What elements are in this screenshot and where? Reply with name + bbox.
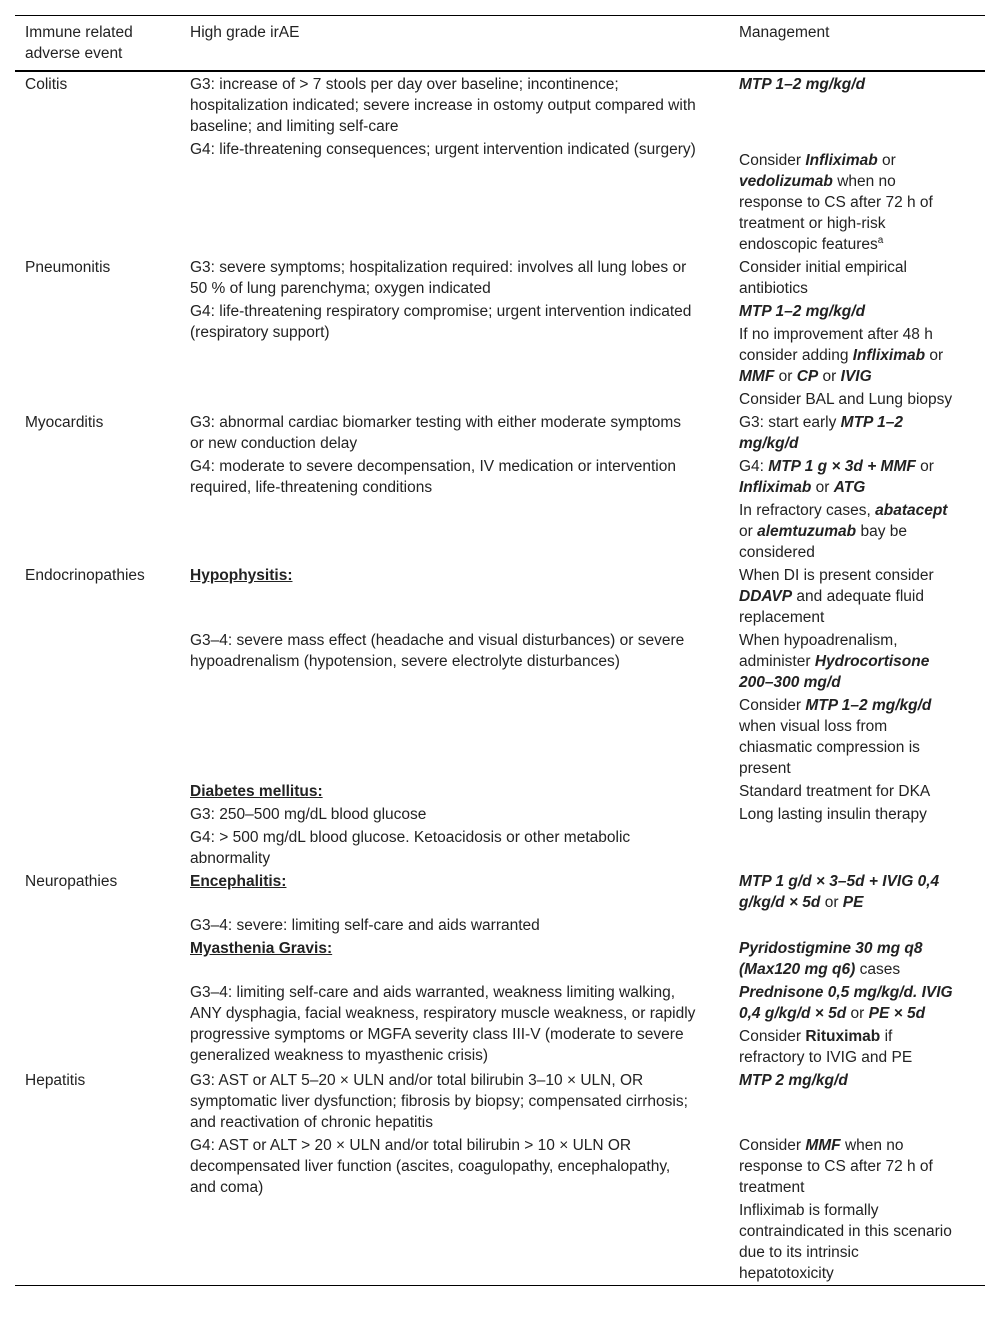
drug-text: MTP 1–2 mg/kg/d xyxy=(739,76,866,93)
cell-management xyxy=(729,981,985,1069)
management-text: Consider xyxy=(739,152,806,169)
management-text: when no response to CS after 72 h of treatment or high-risk endoscopic features xyxy=(739,173,938,253)
management-text: Long lasting insulin therapy xyxy=(739,806,927,823)
cell-management xyxy=(729,1069,985,1134)
table-row xyxy=(15,937,985,981)
management-paragraph xyxy=(739,871,955,913)
cell-adverse-event xyxy=(15,981,180,1069)
drug-text: MTP 1–2 mg/kg/d xyxy=(739,303,866,320)
drug-text: ATG xyxy=(833,479,866,496)
cell-adverse-event: Hepatitis xyxy=(25,1072,86,1089)
cell-management xyxy=(729,914,985,937)
management-text: or xyxy=(818,368,841,385)
table-row xyxy=(15,300,985,411)
drug-text: Hydrocortisone 200–300 mg/d xyxy=(739,653,934,691)
cell-high-grade-irae xyxy=(180,256,729,300)
table-row xyxy=(15,411,985,455)
cell-management xyxy=(729,138,985,256)
cell-adverse-event: Colitis xyxy=(25,76,68,93)
table-row xyxy=(15,826,985,870)
table-row xyxy=(15,803,985,826)
cell-management xyxy=(729,300,985,411)
cell-high-grade-irae xyxy=(180,71,729,138)
cell-high-grade-irae xyxy=(180,138,729,256)
drug-text: CP xyxy=(796,368,819,385)
cell-adverse-event xyxy=(15,1134,180,1286)
drug-text: vedolizumab xyxy=(739,173,833,190)
header-high-grade-irae: High grade irAE xyxy=(190,24,300,41)
management-paragraph xyxy=(739,781,955,802)
management-paragraph xyxy=(739,389,955,410)
table-row xyxy=(15,870,985,914)
cell-high-grade-irae xyxy=(180,803,729,826)
management-text: G4: xyxy=(739,458,769,475)
table-row xyxy=(15,71,985,138)
management-text: or xyxy=(915,458,939,475)
table-row xyxy=(15,256,985,300)
management-paragraph xyxy=(739,804,955,825)
management-paragraph xyxy=(739,500,955,563)
cell-adverse-event xyxy=(15,803,180,826)
management-text: and adequate fluid replacement xyxy=(739,588,929,626)
management-text: When DI is present consider xyxy=(739,567,939,584)
cell-management xyxy=(729,411,985,455)
cell-management xyxy=(729,564,985,629)
grade-text: G3: increase of > 7 stools per day over baseline; incontinence; hospitalization indicated; severe increase in ostomy output compared with baseline; and limiting self-care xyxy=(190,76,701,135)
drug-text: Infliximab xyxy=(805,152,878,169)
cell-management xyxy=(729,826,985,870)
management-text: When hypoadrenalism, administer xyxy=(739,632,902,670)
cell-adverse-event: Myocarditis xyxy=(25,414,104,431)
management-text: or xyxy=(774,368,797,385)
cell-high-grade-irae xyxy=(180,1134,729,1286)
cell-management xyxy=(729,1134,985,1286)
cell-management xyxy=(729,803,985,826)
management-paragraph xyxy=(739,1070,955,1091)
grade-text: G4: AST or ALT > 20 × ULN and/or total bilirubin > 10 × ULN OR decompensated liver function (ascites, coagulopathy, encephalopathy, and coma) xyxy=(190,1137,675,1196)
management-paragraph xyxy=(739,630,955,693)
drug-text: PE × 5d xyxy=(868,1005,926,1022)
header-row xyxy=(15,16,985,72)
cell-management xyxy=(729,71,985,138)
subheading-text: Myasthenia Gravis: xyxy=(190,940,333,957)
cell-high-grade-irae xyxy=(180,914,729,937)
grade-text: G3–4: severe: limiting self-care and aids warranted xyxy=(190,917,540,934)
table-row xyxy=(15,780,985,803)
management-text: Consider initial empirical antibiotics xyxy=(739,259,912,297)
drug-text: IVIG xyxy=(840,368,872,385)
management-text: or xyxy=(820,894,843,911)
cell-adverse-event xyxy=(15,300,180,411)
drug-text: MMF xyxy=(805,1137,841,1154)
management-text: Consider xyxy=(739,697,806,714)
drug-text: DDAVP xyxy=(739,588,793,605)
table-row xyxy=(15,1069,985,1134)
management-paragraph xyxy=(739,1200,955,1284)
drug-text: Prednisone 0,5 mg/kg/d. IVIG 0,4 g/kg/d × 5d xyxy=(739,984,957,1022)
management-text: or xyxy=(846,1005,869,1022)
cell-high-grade-irae xyxy=(180,981,729,1069)
management-paragraph xyxy=(739,412,955,454)
cell-adverse-event xyxy=(15,937,180,981)
drug-text: Pyridostigmine 30 mg q8 (Max120 mg q6) xyxy=(739,940,927,978)
cell-high-grade-irae xyxy=(180,455,729,564)
drug-text: MTP 1–2 mg/kg/d xyxy=(805,697,932,714)
irae-management-table xyxy=(15,15,985,1286)
subheading-text: Diabetes mellitus: xyxy=(190,783,323,800)
cell-adverse-event xyxy=(15,455,180,564)
grade-text: G3: severe symptoms; hospitalization required: involves all lung lobes or 50 % of lung parenchyma; oxygen indicated xyxy=(190,259,691,297)
cell-high-grade-irae xyxy=(180,629,729,780)
cell-adverse-event xyxy=(15,629,180,780)
cell-high-grade-irae xyxy=(180,411,729,455)
grade-text: G3: 250–500 mg/dL blood glucose xyxy=(190,806,427,823)
table-row xyxy=(15,564,985,629)
management-text: or xyxy=(925,347,948,364)
management-paragraph xyxy=(739,982,955,1024)
drug-text: alemtuzumab xyxy=(757,523,857,540)
grade-text: G4: life-threatening respiratory compromise; urgent intervention indicated (respiratory support) xyxy=(190,303,696,341)
management-text: G3: start early xyxy=(739,414,841,431)
management-text: cases xyxy=(855,961,901,978)
management-text: when visual loss from chiasmatic compression is present xyxy=(739,697,936,777)
grade-text: G4: moderate to severe decompensation, IV medication or intervention required, life-threatening conditions xyxy=(190,458,681,496)
grade-text: G3–4: severe mass effect (headache and visual disturbances) or severe hypoadrenalism (hypotension, severe electrolyte disturbances) xyxy=(190,632,689,670)
cell-management xyxy=(729,256,985,300)
cell-high-grade-irae xyxy=(180,937,729,981)
cell-high-grade-irae xyxy=(180,1069,729,1134)
management-text: when no response to CS after 72 h of treatment xyxy=(739,1137,938,1196)
cell-adverse-event xyxy=(15,780,180,803)
management-paragraph xyxy=(739,74,955,95)
cell-adverse-event xyxy=(15,914,180,937)
grade-text: G4: life-threatening consequences; urgent intervention indicated (surgery) xyxy=(190,141,696,158)
drug-text: Infliximab xyxy=(852,347,926,364)
management-paragraph xyxy=(739,301,955,322)
subheading-text: Hypophysitis: xyxy=(190,567,293,584)
header-immune-related-adverse-event: Immune related adverse event xyxy=(25,24,138,62)
table-row xyxy=(15,981,985,1069)
header-management: Management xyxy=(739,24,830,41)
footnote-marker: a xyxy=(877,235,884,246)
cell-adverse-event xyxy=(15,138,180,256)
table-row xyxy=(15,629,985,780)
cell-adverse-event: Endocrinopathies xyxy=(25,567,145,584)
management-paragraph xyxy=(739,1135,955,1198)
table-header xyxy=(15,16,985,72)
management-text: or xyxy=(877,152,901,169)
cell-high-grade-irae xyxy=(180,826,729,870)
cell-adverse-event: Pneumonitis xyxy=(25,259,111,276)
management-text: or xyxy=(739,502,952,540)
management-paragraph xyxy=(739,324,955,387)
management-text: Standard treatment for DKA xyxy=(739,783,931,800)
cell-adverse-event xyxy=(15,826,180,870)
management-paragraph xyxy=(739,257,955,299)
management-text: If no improvement after 48 h consider adding xyxy=(739,326,938,364)
cell-high-grade-irae xyxy=(180,300,729,411)
management-text: Consider xyxy=(739,1028,806,1045)
cell-management xyxy=(729,780,985,803)
management-paragraph xyxy=(739,695,955,779)
drug-text: MTP 1 g × 3d + MMF xyxy=(768,458,916,475)
grade-text: G4: > 500 mg/dL blood glucose. Ketoacidosis or other metabolic abnormality xyxy=(190,829,635,867)
drug-text: PE xyxy=(842,894,864,911)
drug-text: abatacept xyxy=(875,502,948,519)
management-text: if refractory to IVIG and PE xyxy=(739,1028,913,1066)
management-text: bay be considered xyxy=(739,523,912,561)
management-text: or xyxy=(811,479,834,496)
management-paragraph xyxy=(739,938,955,980)
table-body xyxy=(15,71,985,1286)
table-row xyxy=(15,138,985,256)
grade-text: G3–4: limiting self-care and aids warranted, weakness limiting walking, ANY dysphagia, facial weakness, respiratory muscle weakness, or rapidly progressive symptoms or MGFA severity class III-V (moderate to severe generalized weakness to myasthenic crisis) xyxy=(190,984,700,1064)
grade-text: G3: AST or ALT 5–20 × ULN and/or total bilirubin 3–10 × ULN, OR symptomatic liver dysfunction; fibrosis by biopsy; compensated cirrhosis; and reactivation of chronic hepatitis xyxy=(190,1072,693,1131)
cell-high-grade-irae xyxy=(180,870,729,914)
drug-text: Infliximab xyxy=(739,479,812,496)
management-text: Infliximab is formally contraindicated in this scenario due to its intrinsic hepatotoxicity xyxy=(739,1202,957,1282)
management-paragraph xyxy=(739,150,955,255)
management-paragraph xyxy=(739,565,955,628)
management-paragraph xyxy=(739,1026,955,1068)
management-text: Consider xyxy=(739,1137,806,1154)
drug-text: Rituximab xyxy=(805,1028,881,1045)
table-row xyxy=(15,455,985,564)
drug-text: MTP 1–2 mg/kg/d xyxy=(739,414,908,452)
cell-high-grade-irae xyxy=(180,564,729,629)
cell-management xyxy=(729,937,985,981)
cell-management xyxy=(729,870,985,914)
cell-management xyxy=(729,629,985,780)
drug-text: MTP 1 g/d × 3–5d + IVIG 0,4 g/kg/d × 5d xyxy=(739,873,944,911)
management-text: In refractory cases, xyxy=(739,502,876,519)
cell-management xyxy=(729,455,985,564)
management-paragraph xyxy=(739,456,955,498)
drug-text: MTP 2 mg/kg/d xyxy=(739,1072,848,1089)
cell-adverse-event: Neuropathies xyxy=(25,873,118,890)
table-row xyxy=(15,914,985,937)
subheading-text: Encephalitis: xyxy=(190,873,287,890)
drug-text: MMF xyxy=(739,368,775,385)
cell-high-grade-irae xyxy=(180,780,729,803)
table-row xyxy=(15,1134,985,1286)
management-text: Consider BAL and Lung biopsy xyxy=(739,391,953,408)
grade-text: G3: abnormal cardiac biomarker testing with either moderate symptoms or new conduction delay xyxy=(190,414,686,452)
